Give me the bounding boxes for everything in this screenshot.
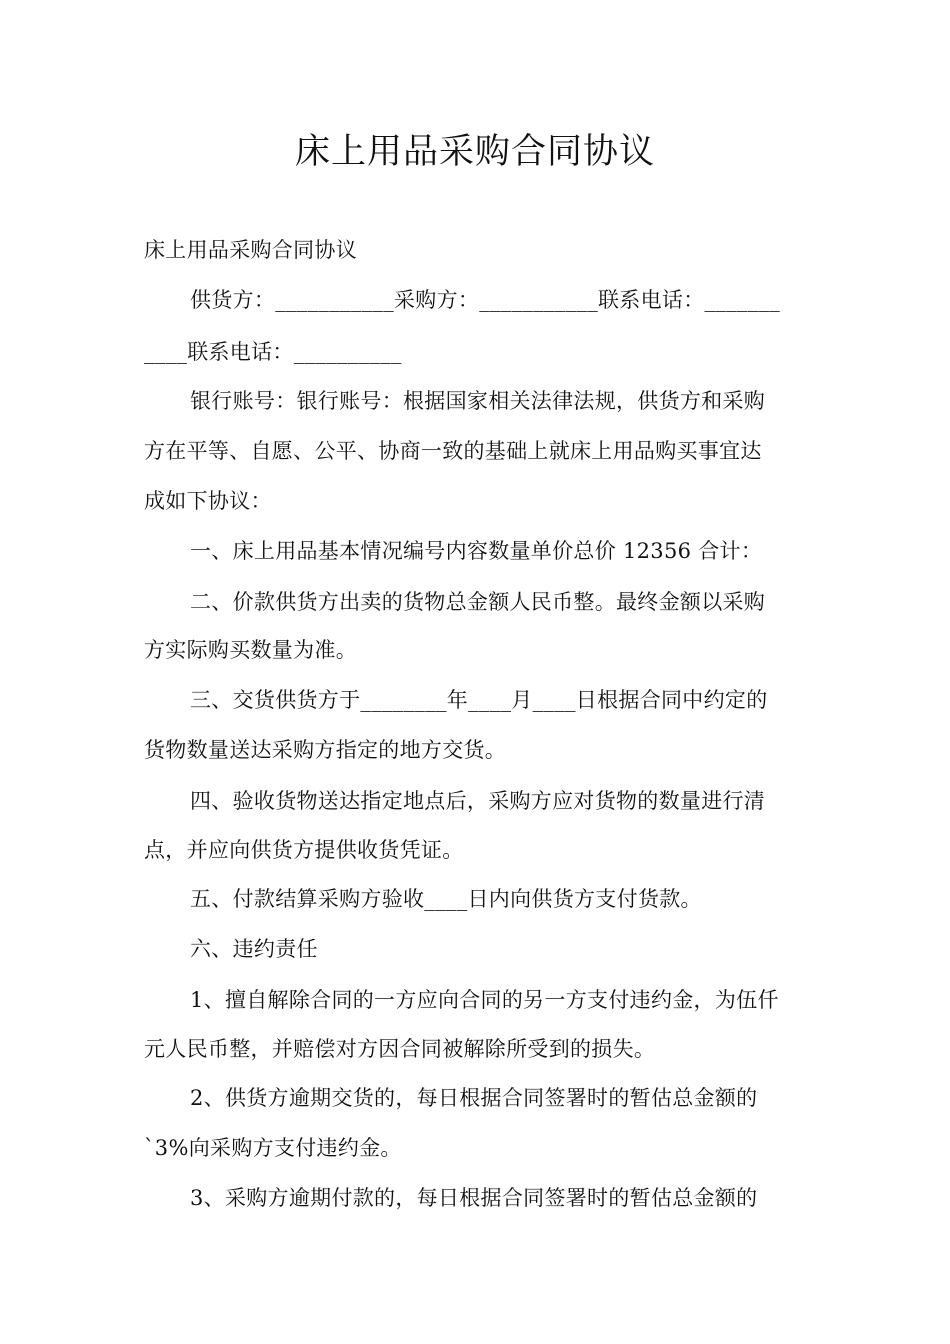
clause-4-line-2: 点，并应向供货方提供收货凭证。 (144, 838, 464, 862)
parties-line-1: 供货方：___________采购方：___________联系电话：_______ (190, 288, 781, 312)
preamble-line-3: 成如下协议： (144, 489, 272, 513)
clause-5-line-1: 五、付款结算采购方验收____日内向供货方支付货款。 (190, 887, 702, 911)
preamble-line-1: 银行账号：银行账号：根据国家相关法律法规，供货方和采购 (190, 389, 766, 413)
clause-1-line-1: 一、床上用品基本情况编号内容数量单价总价 12356 合计： (190, 539, 763, 563)
parties-line-2: ____联系电话：__________ (144, 340, 402, 364)
clause-3-line-1: 三、交货供货方于________年____月____日根据合同中约定的 (190, 688, 768, 712)
clause-3-line-2: 货物数量送达采购方指定的地方交货。 (144, 738, 507, 762)
preamble-line-2: 方在平等、自愿、公平、协商一致的基础上就床上用品购买事宜达 (144, 439, 762, 463)
document-subtitle: 床上用品采购合同协议 (144, 238, 357, 262)
clause-4-line-1: 四、验收货物送达指定地点后，采购方应对货物的数量进行清 (190, 789, 766, 813)
clause-6-item-1-line-2: 元人民币整，并赔偿对方因合同被解除所受到的损失。 (144, 1037, 656, 1061)
clause-2-line-2: 方实际购买数量为准。 (144, 638, 357, 662)
clause-6-heading: 六、违约责任 (190, 937, 318, 961)
clause-2-line-1: 二、价款供货方出卖的货物总金额人民币整。最终金额以采购 (190, 590, 766, 614)
clause-6-item-1-line-1: 1、擅自解除合同的一方应向合同的另一方支付违约金，为伍仟 (190, 988, 779, 1012)
document-title: 床上用品采购合同协议 (294, 132, 655, 172)
clause-6-item-3-line-1: 3、采购方逾期付款的，每日根据合同签署时的暂估总金额的 (190, 1186, 758, 1210)
clause-6-item-2-line-1: 2、供货方逾期交货的，每日根据合同签署时的暂估总金额的 (190, 1086, 758, 1110)
clause-6-item-2-line-2: `3%向采购方支付违约金。 (144, 1136, 402, 1160)
